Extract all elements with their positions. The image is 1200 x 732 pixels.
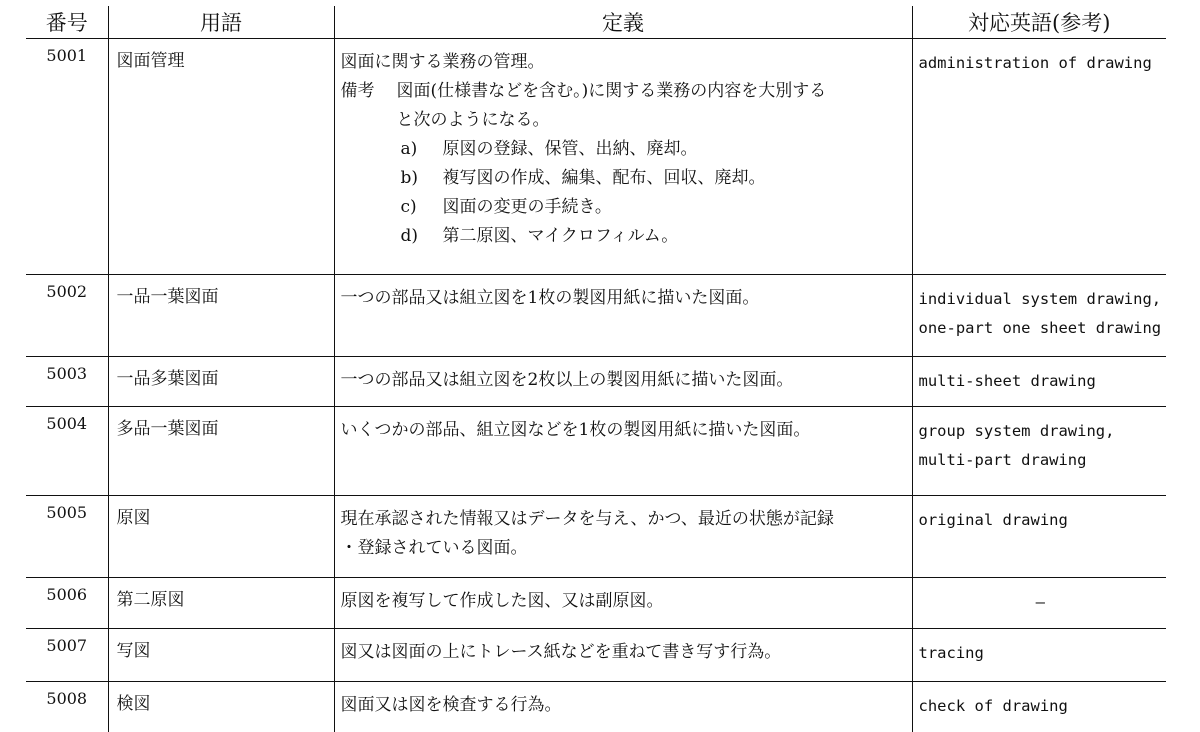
definition-line: ・登録されている図面。	[341, 534, 906, 563]
row-english	[912, 357, 1166, 407]
row-definition	[334, 496, 912, 578]
row-number: 5002	[26, 275, 108, 357]
row-english	[912, 682, 1166, 732]
row-number: 5008	[26, 682, 108, 732]
row-definition	[334, 357, 912, 407]
list-item-label: d)	[401, 222, 443, 251]
list-item-text: 第二原図、マイクロフィルム。	[443, 222, 679, 251]
list-item-text: 図面の変更の手続き。	[443, 193, 612, 222]
row-definition	[334, 39, 912, 275]
row-term: 一品一葉図面	[108, 275, 334, 357]
table-row	[26, 407, 1166, 496]
header-definition: 定義	[334, 6, 912, 39]
row-definition	[334, 629, 912, 682]
remark-line: 図面(仕様書などを含む。)に関する業務の内容を大別する	[397, 77, 827, 106]
row-english	[912, 407, 1166, 496]
table-row	[26, 496, 1166, 578]
terminology-table-page	[26, 6, 1174, 732]
list-item-text: 原図の登録、保管、出納、廃却。	[443, 135, 698, 164]
english-line: administration of drawing	[919, 49, 1163, 78]
definition-line: 現在承認された情報又はデータを与え、かつ、最近の状態が記録	[341, 505, 906, 534]
definition-line: 原図を複写して作成した図、又は副原図。	[341, 587, 906, 616]
english-line: individual system drawing,	[919, 285, 1163, 314]
table-row	[26, 682, 1166, 732]
header-term: 用語	[108, 6, 334, 39]
english-line: group system drawing,	[919, 417, 1163, 446]
row-definition	[334, 682, 912, 732]
row-number: 5003	[26, 357, 108, 407]
english-line: multi-part drawing	[919, 446, 1163, 475]
remark-list-item	[341, 135, 906, 164]
row-term: 写図	[108, 629, 334, 682]
row-term: 図面管理	[108, 39, 334, 275]
table-row	[26, 275, 1166, 357]
row-definition	[334, 275, 912, 357]
table-row	[26, 357, 1166, 407]
list-item-label: b)	[401, 164, 443, 193]
remark-line: と次のようになる。	[341, 106, 906, 135]
row-number: 5004	[26, 407, 108, 496]
row-definition	[334, 578, 912, 629]
remark	[341, 77, 906, 106]
english-line: check of drawing	[919, 692, 1163, 721]
terminology-table	[26, 6, 1166, 732]
remark-list-item	[341, 193, 906, 222]
definition-line: 図面に関する業務の管理。	[341, 48, 906, 77]
row-term: 検図	[108, 682, 334, 732]
row-number: 5006	[26, 578, 108, 629]
row-number: 5007	[26, 629, 108, 682]
table-row	[26, 578, 1166, 629]
row-english	[912, 496, 1166, 578]
row-definition	[334, 407, 912, 496]
row-term: 第二原図	[108, 578, 334, 629]
english-line: tracing	[919, 639, 1163, 668]
remark-label: 備考	[341, 77, 397, 106]
english-line: —	[919, 588, 1163, 617]
english-line: multi-sheet drawing	[919, 367, 1163, 396]
row-term: 多品一葉図面	[108, 407, 334, 496]
definition-line: 一つの部品又は組立図を1枚の製図用紙に描いた図面。	[341, 284, 906, 313]
row-number: 5001	[26, 39, 108, 275]
list-item-label: a)	[401, 135, 443, 164]
row-term: 原図	[108, 496, 334, 578]
table-row	[26, 39, 1166, 275]
definition-line: いくつかの部品、組立図などを1枚の製図用紙に描いた図面。	[341, 416, 906, 445]
header-english: 対応英語(参考)	[912, 6, 1166, 39]
row-english	[912, 39, 1166, 275]
list-item-label: c)	[401, 193, 443, 222]
table-header-row	[26, 6, 1166, 39]
english-line: one-part one sheet drawing	[919, 314, 1163, 343]
row-number: 5005	[26, 496, 108, 578]
row-english	[912, 275, 1166, 357]
remark-list-item	[341, 164, 906, 193]
row-english	[912, 629, 1166, 682]
remark-list-item	[341, 222, 906, 251]
row-english	[912, 578, 1166, 629]
list-item-text: 複写図の作成、編集、配布、回収、廃却。	[443, 164, 766, 193]
row-term: 一品多葉図面	[108, 357, 334, 407]
definition-line: 一つの部品又は組立図を2枚以上の製図用紙に描いた図面。	[341, 366, 906, 395]
definition-line: 図面又は図を検査する行為。	[341, 691, 906, 720]
english-line: original drawing	[919, 506, 1163, 535]
definition-line: 図又は図面の上にトレース紙などを重ねて書き写す行為。	[341, 638, 906, 667]
header-number: 番号	[26, 6, 108, 39]
table-row	[26, 629, 1166, 682]
